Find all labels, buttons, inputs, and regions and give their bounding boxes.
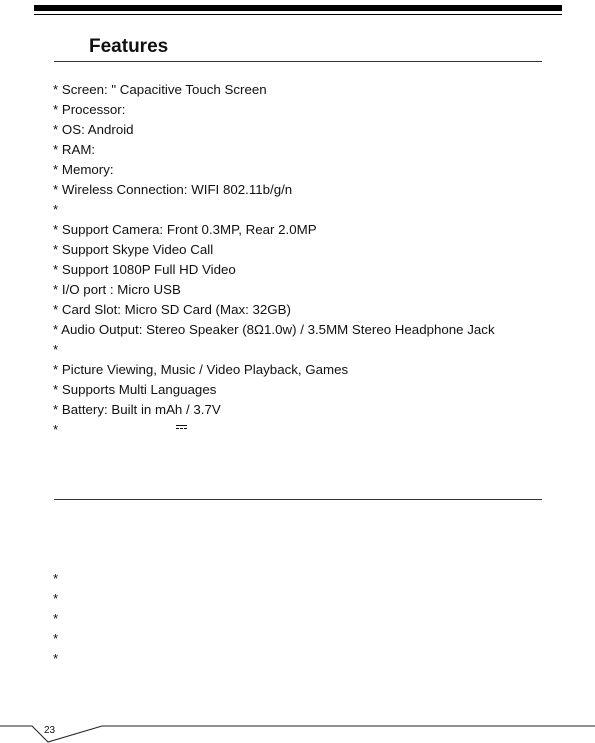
feature-audio: * Audio Output: Stereo Speaker (8Ω1.0w) / 3.5MM Stereo Headphone Jack [53, 322, 495, 337]
section-divider [54, 499, 542, 500]
page-number: 23 [44, 725, 56, 736]
feature-wireless: * Wireless Connection: WIFI 802.11b/g/n [53, 182, 293, 197]
header-thin-rule [34, 14, 562, 15]
feature-io-port: * I/O port : Micro USB [53, 282, 181, 297]
feature-os: * OS: Android [53, 122, 134, 137]
feature-processor: * Processor: [53, 102, 126, 117]
feature-skype: * Support Skype Video Call [53, 242, 214, 257]
page-title: Features [89, 36, 169, 57]
bullet-item: * [53, 651, 59, 666]
feature-power-input: * [53, 422, 59, 437]
title-underline [54, 61, 542, 62]
feature-languages: * Supports Multi Languages [53, 382, 217, 397]
feature-camera: * Support Camera: Front 0.3MP, Rear 2.0MP [53, 222, 317, 237]
bullet-item: * [53, 571, 59, 586]
dc-power-icon [176, 425, 187, 431]
feature-video: * Support 1080P Full HD Video [53, 262, 236, 277]
bullet-item: * [53, 611, 59, 626]
features-list [53, 80, 495, 440]
feature-memory: * Memory: [53, 162, 114, 177]
feature-media: * Picture Viewing, Music / Video Playback, Games [53, 362, 349, 377]
feature-ram: * RAM: [53, 142, 96, 157]
feature-battery: * Battery: Built in mAh / 3.7V [53, 402, 221, 417]
feature-card-slot: * Card Slot: Micro SD Card (Max: 32GB) [53, 302, 291, 317]
feature-blank-2: * [53, 342, 59, 357]
second-section-list [53, 569, 58, 669]
footer-rule [0, 718, 595, 743]
header-thick-rule [34, 5, 562, 11]
bullet-item: * [53, 631, 59, 646]
bullet-item: * [53, 591, 59, 606]
feature-screen: * Screen: " Capacitive Touch Screen [53, 82, 267, 97]
feature-blank-1: * [53, 202, 59, 217]
